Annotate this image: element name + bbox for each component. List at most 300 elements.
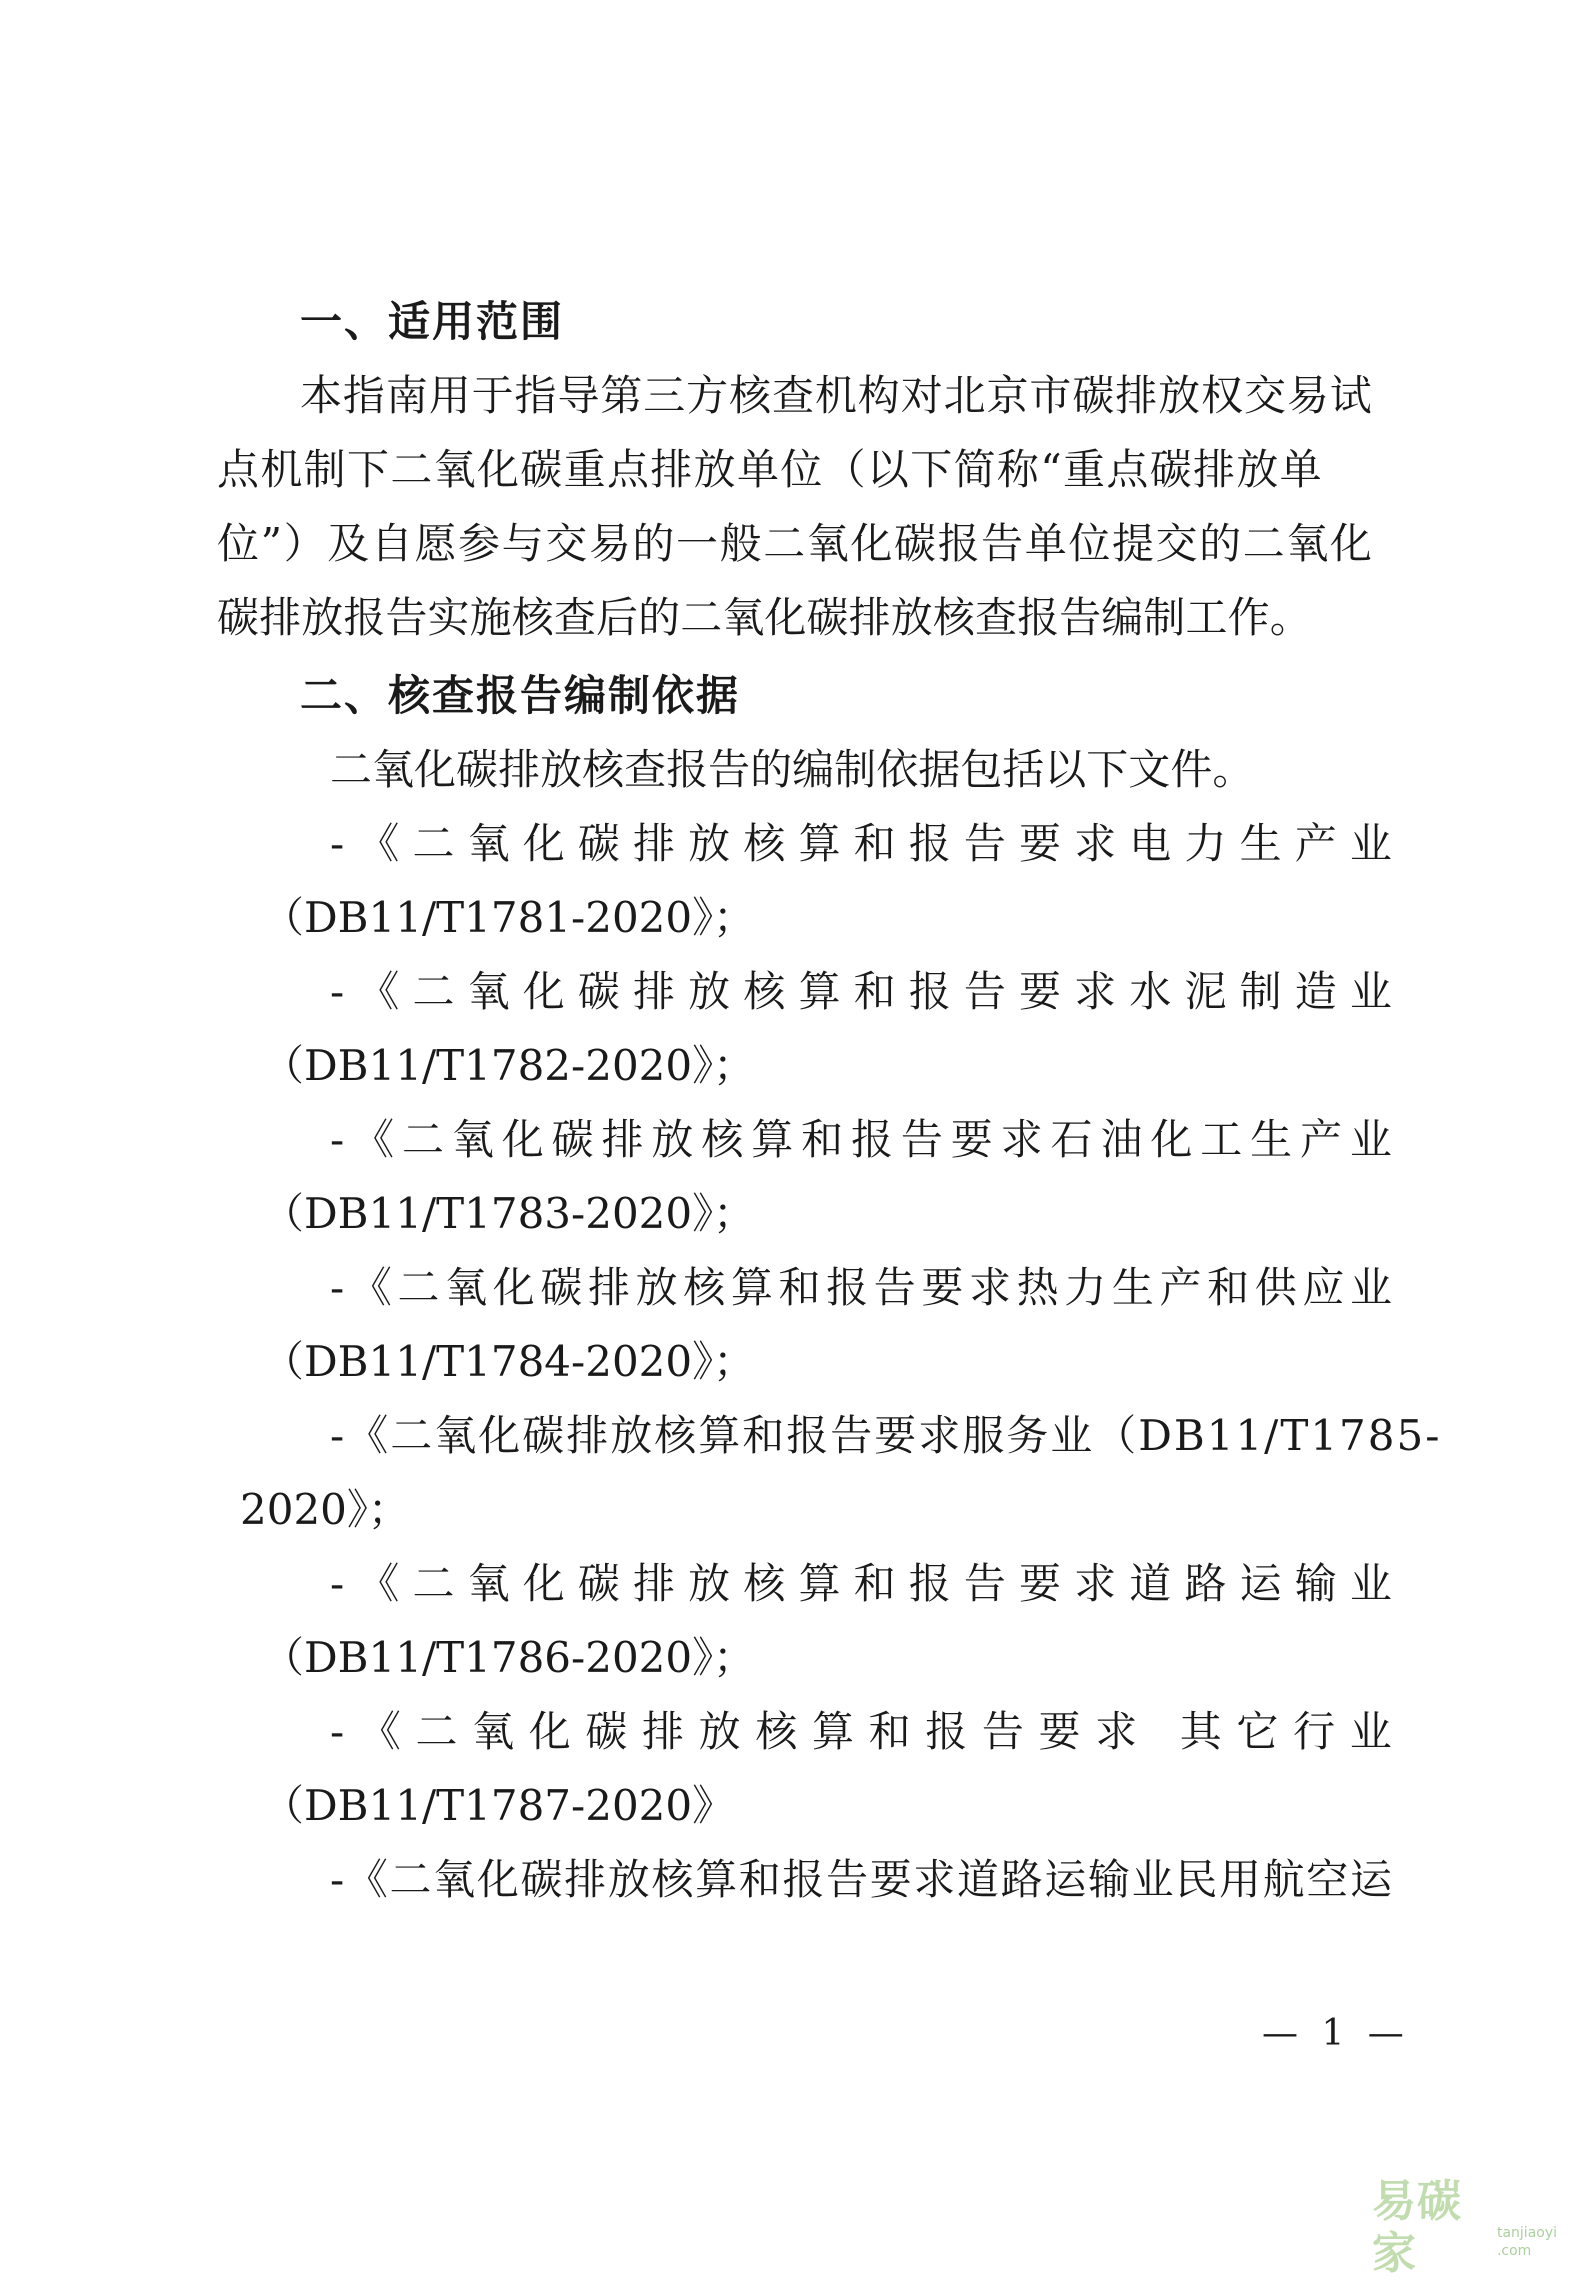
glyph: 氧 xyxy=(433,445,476,494)
glyph: 求 xyxy=(968,1263,1011,1312)
glyph: 化 xyxy=(476,445,519,494)
glyph: 求 xyxy=(1074,967,1117,1016)
glyph: 三 xyxy=(643,371,686,420)
glyph: 依 xyxy=(876,745,919,794)
glyph: 告 xyxy=(963,967,1006,1016)
glyph: 化 xyxy=(414,745,457,794)
glyph: 和 xyxy=(778,1263,821,1312)
glyph: 业 xyxy=(1349,1263,1392,1312)
glyph: 氧 xyxy=(722,593,765,642)
glyph: 和 xyxy=(801,1115,844,1164)
glyph: 算 xyxy=(695,1855,738,1904)
glyph: 编 xyxy=(792,745,835,794)
glyph: 排 xyxy=(498,745,541,794)
glyph: 实 xyxy=(427,593,470,642)
glyph: 报 xyxy=(1017,593,1060,642)
glyph: 核 xyxy=(743,1559,786,1608)
glyph: 求 xyxy=(913,1855,956,1904)
glyph: 二 xyxy=(401,1115,444,1164)
glyph: 导 xyxy=(557,371,600,420)
glyph: 排 xyxy=(848,593,891,642)
glyph: 二 xyxy=(680,593,723,642)
glyph: 化 xyxy=(850,519,893,568)
glyph: 放 xyxy=(693,445,736,494)
reference-item-2-line-1 xyxy=(330,966,1392,1018)
glyph: 求 xyxy=(1095,1707,1138,1756)
glyph: 求 xyxy=(1000,1115,1043,1164)
glyph: 《 xyxy=(357,1559,400,1608)
glyph: 二 xyxy=(415,1707,458,1756)
glyph: 热 xyxy=(1016,1263,1059,1312)
glyph: 告 xyxy=(963,1559,1006,1608)
glyph: 运 xyxy=(1044,1855,1087,1904)
glyph: - xyxy=(330,1263,345,1312)
glyph: 和 xyxy=(853,1559,896,1608)
glyph: 般 xyxy=(719,519,762,568)
glyph: 《 xyxy=(357,967,400,1016)
glyph: 工 xyxy=(1185,593,1228,642)
glyph: 愿 xyxy=(414,519,457,568)
glyph: 排 xyxy=(564,1855,607,1904)
glyph: 碳 xyxy=(1149,445,1192,494)
glyph: 报 xyxy=(850,1115,893,1164)
glyph: 放 xyxy=(540,745,583,794)
watermark-logo xyxy=(1372,2176,1587,2280)
reference-item-6-line-2: （DB11/T1786-2020》； xyxy=(262,1633,756,1682)
glyph: 及 xyxy=(327,519,370,568)
glyph: 自 xyxy=(370,519,413,568)
glyph: 作 xyxy=(1227,593,1270,642)
glyph: 《 xyxy=(349,1263,392,1312)
glyph: 化 xyxy=(476,1855,519,1904)
glyph: 排 xyxy=(1115,371,1158,420)
glyph: 告 xyxy=(963,819,1006,868)
glyph: 指 xyxy=(342,371,385,420)
glyph: 南 xyxy=(385,371,428,420)
glyph: 。 xyxy=(1269,593,1312,642)
glyph: 据 xyxy=(918,745,961,794)
glyph: 放 xyxy=(635,1263,678,1312)
glyph: 对 xyxy=(900,371,943,420)
glyph: 第 xyxy=(600,371,643,420)
glyph: 碳 xyxy=(585,1707,628,1756)
reference-item-1-line-1 xyxy=(330,818,1392,870)
glyph: 试 xyxy=(1329,371,1372,420)
glyph: 报 xyxy=(826,1263,869,1312)
glyph: 告 xyxy=(981,519,1024,568)
glyph: 二 xyxy=(412,819,455,868)
glyph: 力 xyxy=(1064,1263,1107,1312)
glyph: 告 xyxy=(873,1263,916,1312)
glyph: 指 xyxy=(514,371,557,420)
glyph: 排 xyxy=(642,1707,685,1756)
glyph: 和 xyxy=(738,1855,781,1904)
glyph: 碳 xyxy=(806,593,849,642)
glyph: 碳 xyxy=(1072,371,1115,420)
glyph: 核 xyxy=(743,967,786,1016)
glyph: 化 xyxy=(522,967,565,1016)
glyph: 以 xyxy=(866,445,909,494)
glyph: 氧 xyxy=(467,819,510,868)
glyph: 算 xyxy=(730,1263,773,1312)
reference-item-5-line-1: -《二氧化碳排放核算和报告要求服务业（DB11/T1785- xyxy=(330,1411,1442,1460)
glyph: 报 xyxy=(343,593,386,642)
glyph: - xyxy=(330,967,345,1016)
glyph: 排 xyxy=(650,445,693,494)
glyph: 要 xyxy=(1019,967,1062,1016)
reference-item-5-line-2: 2020》； xyxy=(240,1485,410,1534)
glyph: 方 xyxy=(686,371,729,420)
glyph: 要 xyxy=(1019,819,1062,868)
glyph: 碳 xyxy=(577,967,620,1016)
glyph: 报 xyxy=(908,819,951,868)
glyph: 碳 xyxy=(577,819,620,868)
glyph: - xyxy=(330,819,345,868)
glyph: 《 xyxy=(352,1115,395,1164)
glyph: 机 xyxy=(814,371,857,420)
glyph: 提 xyxy=(1111,519,1154,568)
section1-line-4 xyxy=(217,592,1312,644)
glyph: 核 xyxy=(755,1707,798,1756)
glyph: 碳 xyxy=(217,593,260,642)
glyph: 称 xyxy=(996,445,1039,494)
glyph: 告 xyxy=(708,745,751,794)
section2-intro xyxy=(330,744,1255,796)
glyph: 。 xyxy=(1212,745,1255,794)
glyph: 告 xyxy=(385,593,428,642)
glyph: 核 xyxy=(511,593,554,642)
glyph: 制 xyxy=(1143,593,1186,642)
glyph: 要 xyxy=(1038,1707,1081,1756)
glyph: 核 xyxy=(701,1115,744,1164)
glyph: 要 xyxy=(921,1263,964,1312)
section1-line-2 xyxy=(217,444,1322,496)
glyph: - xyxy=(330,1707,345,1756)
reference-item-3-line-1 xyxy=(330,1114,1392,1166)
glyph: 化 xyxy=(764,593,807,642)
glyph: 参 xyxy=(458,519,501,568)
glyph: 业 xyxy=(1349,1559,1392,1608)
glyph: 运 xyxy=(1349,1855,1392,1904)
glyph: 化 xyxy=(1329,519,1372,568)
reference-item-7-line-2: （DB11/T1787-2020》 xyxy=(262,1781,735,1830)
glyph: 一 xyxy=(676,519,719,568)
glyph: 告 xyxy=(981,1707,1024,1756)
glyph: 碳 xyxy=(520,445,563,494)
section1-line-1 xyxy=(300,370,1372,422)
reference-item-8-line-1 xyxy=(330,1854,1392,1906)
glyph: 其 xyxy=(1179,1707,1222,1756)
glyph: 化 xyxy=(522,819,565,868)
glyph: 化 xyxy=(528,1707,571,1756)
glyph: 告 xyxy=(826,1855,869,1904)
reference-item-4-line-2: （DB11/T1784-2020》； xyxy=(262,1337,756,1386)
glyph: 位 xyxy=(780,445,823,494)
glyph: 核 xyxy=(683,1263,726,1312)
glyph: 重 xyxy=(1063,445,1106,494)
glyph: 单 xyxy=(736,445,779,494)
glyph: 本 xyxy=(300,371,343,420)
glyph: - xyxy=(330,1559,345,1608)
glyph: 氧 xyxy=(1286,519,1329,568)
glyph: 二 xyxy=(389,1855,432,1904)
glyph: 核 xyxy=(743,819,786,868)
glyph: 排 xyxy=(601,1115,644,1164)
glyph: 构 xyxy=(857,371,900,420)
glyph: 报 xyxy=(666,745,709,794)
glyph: 施 xyxy=(469,593,512,642)
glyph: 产 xyxy=(1294,819,1337,868)
glyph: 《 xyxy=(345,1855,388,1904)
glyph: 下 xyxy=(1086,745,1129,794)
glyph: 排 xyxy=(1193,445,1236,494)
glyph: 路 xyxy=(1184,1559,1227,1608)
glyph: 业 xyxy=(1349,819,1392,868)
glyph: 点 xyxy=(217,445,260,494)
glyph: 制 xyxy=(1239,967,1282,1016)
glyph: - xyxy=(330,1115,345,1164)
glyph: 北 xyxy=(943,371,986,420)
glyph: 算 xyxy=(798,1559,841,1608)
glyph: 力 xyxy=(1184,819,1227,868)
glyph: 《 xyxy=(357,819,400,868)
glyph: ） xyxy=(283,519,326,568)
glyph: 碳 xyxy=(540,1263,583,1312)
glyph: 点 xyxy=(1106,445,1149,494)
glyph: 排 xyxy=(633,819,676,868)
glyph: 求 xyxy=(1074,819,1117,868)
glyph: 放 xyxy=(301,593,344,642)
glyph: 排 xyxy=(587,1263,630,1312)
glyph: 道 xyxy=(1129,1559,1172,1608)
glyph: 运 xyxy=(1239,1559,1282,1608)
section2-heading: 二、核查报告编制依据 xyxy=(300,671,741,720)
glyph: 件 xyxy=(1170,745,1213,794)
glyph: 报 xyxy=(925,1707,968,1756)
glyph: 放 xyxy=(607,1855,650,1904)
glyph: 的 xyxy=(750,745,793,794)
glyph: 的 xyxy=(632,519,675,568)
watermark-text: 易碳家 xyxy=(1372,2176,1462,2279)
glyph: 核 xyxy=(651,1855,694,1904)
glyph: 查 xyxy=(771,371,814,420)
glyph: 报 xyxy=(908,967,951,1016)
glyph: 氧 xyxy=(467,967,510,1016)
glyph: 核 xyxy=(582,745,625,794)
glyph: 和 xyxy=(853,967,896,1016)
glyph: 水 xyxy=(1129,967,1172,1016)
glyph: 算 xyxy=(798,967,841,1016)
glyph: 产 xyxy=(1300,1115,1343,1164)
glyph: 放 xyxy=(1236,445,1279,494)
glyph: 生 xyxy=(1239,819,1282,868)
glyph: 与 xyxy=(501,519,544,568)
glyph: 点 xyxy=(606,445,649,494)
glyph: 二 xyxy=(763,519,806,568)
glyph: （ xyxy=(823,445,866,494)
glyph: 易 xyxy=(588,519,631,568)
glyph: 输 xyxy=(1294,1559,1337,1608)
glyph: 氧 xyxy=(372,745,415,794)
glyph: 的 xyxy=(1199,519,1242,568)
glyph: 化 xyxy=(522,1559,565,1608)
glyph: 二 xyxy=(330,745,373,794)
glyph: 氧 xyxy=(433,1855,476,1904)
glyph: 放 xyxy=(698,1707,741,1756)
glyph: 京 xyxy=(986,371,1029,420)
glyph: 业 xyxy=(1349,1707,1392,1756)
glyph: 权 xyxy=(1201,371,1244,420)
glyph: 单 xyxy=(1279,445,1322,494)
glyph: 《 xyxy=(358,1707,401,1756)
page-number: — 1 — xyxy=(1262,2013,1410,2054)
glyph: 造 xyxy=(1294,967,1337,1016)
glyph: 二 xyxy=(412,967,455,1016)
glyph: 报 xyxy=(908,1559,951,1608)
glyph: 核 xyxy=(729,371,772,420)
glyph: 要 xyxy=(1019,1559,1062,1608)
reference-item-6-line-1 xyxy=(330,1558,1392,1610)
glyph: 二 xyxy=(1242,519,1285,568)
glyph: 氧 xyxy=(806,519,849,568)
glyph: 碳 xyxy=(456,745,499,794)
reference-item-4-line-1 xyxy=(330,1262,1392,1314)
glyph: 排 xyxy=(259,593,302,642)
glyph: 排 xyxy=(633,967,676,1016)
glyph: 和 xyxy=(853,819,896,868)
glyph: 放 xyxy=(651,1115,694,1164)
glyph: 泥 xyxy=(1184,967,1227,1016)
glyph: 氧 xyxy=(451,1115,494,1164)
glyph: 碳 xyxy=(520,1855,563,1904)
glyph: 化 xyxy=(501,1115,544,1164)
glyph: 输 xyxy=(1088,1855,1131,1904)
glyph: 查 xyxy=(624,745,667,794)
glyph: 算 xyxy=(751,1115,794,1164)
glyph: 交 xyxy=(1243,371,1286,420)
glyph: 以 xyxy=(1044,745,1087,794)
glyph: 下 xyxy=(910,445,953,494)
glyph: 放 xyxy=(688,819,731,868)
glyph: 二 xyxy=(397,1263,440,1312)
glyph: 要 xyxy=(869,1855,912,1904)
glyph: 业 xyxy=(1349,1115,1392,1164)
glyph: 氧 xyxy=(467,1559,510,1608)
glyph: 工 xyxy=(1200,1115,1243,1164)
glyph: 后 xyxy=(595,593,638,642)
glyph: 路 xyxy=(1000,1855,1043,1904)
glyph: 氧 xyxy=(445,1263,488,1312)
glyph: 碳 xyxy=(577,1559,620,1608)
glyph: 石 xyxy=(1050,1115,1093,1164)
glyph: - xyxy=(330,1855,345,1904)
glyph: 交 xyxy=(545,519,588,568)
glyph: 航 xyxy=(1262,1855,1305,1904)
glyph: 的 xyxy=(638,593,681,642)
glyph: 于 xyxy=(471,371,514,420)
glyph: 包 xyxy=(960,745,1003,794)
glyph: 用 xyxy=(1218,1855,1261,1904)
glyph: 核 xyxy=(932,593,975,642)
glyph: 化 xyxy=(492,1263,535,1312)
glyph: 生 xyxy=(1250,1115,1293,1164)
glyph: 排 xyxy=(633,1559,676,1608)
glyph: 行 xyxy=(1293,1707,1336,1756)
glyph: 业 xyxy=(1349,967,1392,1016)
reference-item-2-line-2: （DB11/T1782-2020》； xyxy=(262,1041,756,1090)
glyph: 生 xyxy=(1111,1263,1154,1312)
glyph: 易 xyxy=(1286,371,1329,420)
glyph: ” xyxy=(260,519,283,568)
glyph: 二 xyxy=(412,1559,455,1608)
glyph: 二 xyxy=(390,445,433,494)
section1-heading: 一、适用范围 xyxy=(300,297,565,346)
glyph: 用 xyxy=(428,371,471,420)
section1-line-3 xyxy=(217,518,1372,570)
reference-item-3-line-2: （DB11/T1783-2020》； xyxy=(262,1189,756,1238)
glyph: “ xyxy=(1040,445,1062,494)
reference-item-7-line-1 xyxy=(330,1706,1392,1758)
glyph: 和 xyxy=(1207,1263,1250,1312)
glyph: 碳 xyxy=(551,1115,594,1164)
glyph: 查 xyxy=(974,593,1017,642)
glyph: 要 xyxy=(950,1115,993,1164)
glyph: 位 xyxy=(1068,519,1111,568)
glyph: 算 xyxy=(811,1707,854,1756)
glyph: 放 xyxy=(1158,371,1201,420)
glyph: 碳 xyxy=(893,519,936,568)
glyph: 油 xyxy=(1100,1115,1143,1164)
glyph: 民 xyxy=(1175,1855,1218,1904)
glyph: 道 xyxy=(957,1855,1000,1904)
glyph: 报 xyxy=(937,519,980,568)
glyph: 化 xyxy=(1150,1115,1193,1164)
glyph: 产 xyxy=(1159,1263,1202,1312)
glyph: 文 xyxy=(1128,745,1171,794)
glyph: 报 xyxy=(782,1855,825,1904)
glyph: 求 xyxy=(1074,1559,1117,1608)
glyph: 重 xyxy=(563,445,606,494)
glyph: 位 xyxy=(217,519,260,568)
reference-item-1-line-2: （DB11/T1781-2020》； xyxy=(262,893,756,942)
glyph: 查 xyxy=(553,593,596,642)
glyph: 括 xyxy=(1002,745,1045,794)
glyph: 简 xyxy=(953,445,996,494)
glyph xyxy=(1152,1706,1165,1758)
glyph: 机 xyxy=(260,445,303,494)
glyph: 它 xyxy=(1236,1707,1279,1756)
glyph: 和 xyxy=(868,1707,911,1756)
glyph: 交 xyxy=(1155,519,1198,568)
glyph: 供 xyxy=(1254,1263,1297,1312)
glyph: 算 xyxy=(798,819,841,868)
glyph: 业 xyxy=(1131,1855,1174,1904)
glyph: 空 xyxy=(1306,1855,1349,1904)
glyph: 编 xyxy=(1101,593,1144,642)
glyph: 电 xyxy=(1129,819,1172,868)
glyph: 单 xyxy=(1024,519,1067,568)
glyph: 告 xyxy=(900,1115,943,1164)
glyph: 氧 xyxy=(472,1707,515,1756)
glyph: 放 xyxy=(688,967,731,1016)
glyph: 下 xyxy=(346,445,389,494)
glyph: 放 xyxy=(890,593,933,642)
watermark-subtext: tanjiaoyi .com xyxy=(1496,2225,1558,2259)
glyph: 放 xyxy=(688,1559,731,1608)
glyph: 市 xyxy=(1029,371,1072,420)
glyph: 应 xyxy=(1302,1263,1345,1312)
glyph: 制 xyxy=(303,445,346,494)
